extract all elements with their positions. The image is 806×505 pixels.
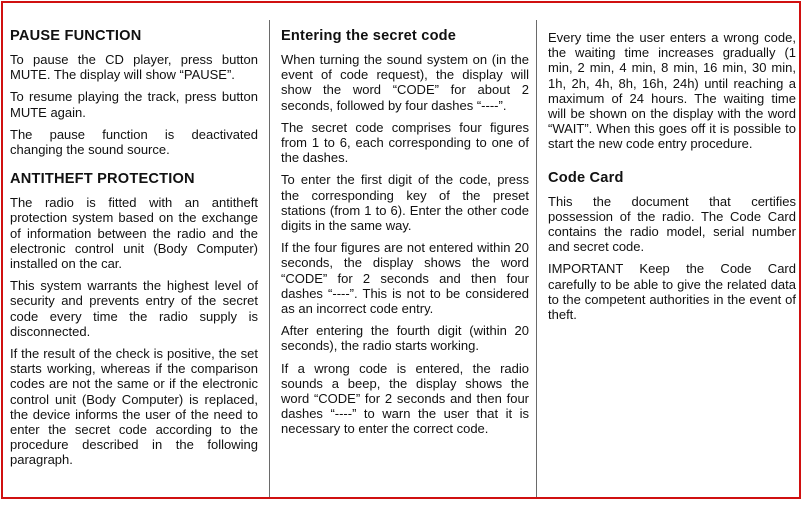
pause-paragraph-2: To resume playing the track, press button MUTE again. (10, 89, 258, 120)
wrong-code-paragraph: Every time the user enters a wrong code, the waiting time increases gradually (1 min, 2 min, 4 min, 8 min, 16 min, 30 min, 1h, 2h, 4h, 8h, 16h, 24h) until reaching a maximum of 24 hours. The waiting time will be shown on the display with the word “WAIT”. When this goes off it is possible to start the new code entry procedure. (548, 30, 796, 152)
pause-paragraph-1: To pause the CD player, press button MUTE. The display will show “PAUSE”. (10, 52, 258, 83)
antitheft-paragraph-3: If the result of the check is positive, the set starts working, whereas if the comparison codes are not the same or if the electronic control unit (Body Computer) is replaced, the device informs the user of the need to enter the secret code according to the procedure described in the following paragraph. (10, 346, 258, 468)
pause-function-heading: PAUSE FUNCTION (10, 28, 142, 44)
code-card-paragraph-1: This the document that certifies possession of the radio. The Code Card contains the radio model, serial number and secret code. (548, 193, 796, 255)
secret-paragraph-2: The secret code comprises four figures from 1 to 6, each corresponding to one of the dashes. (281, 119, 529, 166)
secret-paragraph-6: If a wrong code is entered, the radio sounds a beep, the display shows the word “CODE” for 2 seconds and then four dashes “----” to warn the user that it is necessary to enter the correct code. (281, 360, 529, 437)
column-right (548, 20, 796, 329)
secret-paragraph-3: To enter the first digit of the code, press the corresponding key of the preset stations (from 1 to 6). Enter the other code digits in the same way. (281, 172, 529, 234)
code-card-heading: Code Card (548, 169, 624, 186)
code-card-paragraph-2: IMPORTANT Keep the Code Card carefully to be able to give the related data to the competent authorities in the event of theft. (548, 261, 796, 323)
antitheft-paragraph-1: The radio is fitted with an antitheft protection system based on the exchange of information between the radio and the electronic control unit (Body Computer) installed on the car. (10, 195, 258, 272)
secret-paragraph-4: If the four figures are not entered within 20 seconds, the display shows the word “CODE” for 2 seconds and then four dashes “----”. This is not to be considered as an incorrect code entry. (281, 240, 529, 317)
secret-paragraph-1: When turning the sound system on (in the event of code request), the display will show the word “CODE” for about 2 seconds, followed by four dashes “----”. (281, 52, 529, 113)
secret-paragraph-5: After entering the fourth digit (within 20 seconds), the radio starts working. (281, 323, 529, 354)
secret-code-heading: Entering the secret code (281, 28, 457, 44)
column-divider-2 (536, 20, 537, 497)
antitheft-paragraph-2: This system warrants the highest level of security and prevents entry of the secret code every time the radio supply is disconnected. (10, 278, 258, 339)
column-left (10, 20, 258, 475)
antitheft-protection-heading: ANTITHEFT PROTECTION (10, 171, 195, 188)
column-divider-1 (269, 20, 270, 497)
column-middle (281, 20, 529, 444)
pause-paragraph-3: The pause function is deactivated changing the sound source. (10, 126, 258, 158)
